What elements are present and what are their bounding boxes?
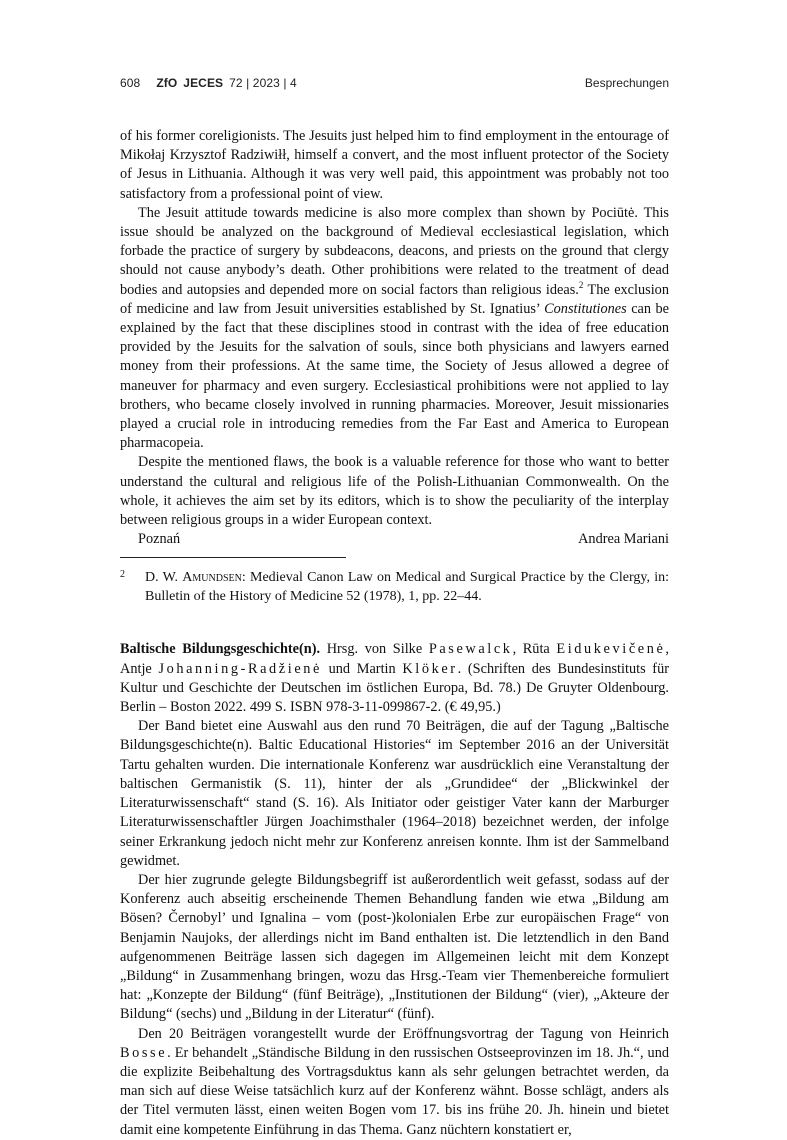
review2-intro-e: . (Schriften des Bundesinstituts für Kultur und Geschichte der Deutschen im östlichen Europa, Bd. 78.) De Gruyter Oldenbourg. Berlin – Boston 2022. 499 S. ISBN 978-3-11-099867-2. (€ 49,95.) [120, 660, 669, 716]
footnote-author-prefix: D. W. [145, 570, 183, 586]
running-head [120, 76, 669, 94]
review1-p2-text-c: can be explained by the fact that these disciplines stood in contrast with the idea of free education provided by the Jesuits for the salvation of souls, since both physicians and lawyers earned money from their professions. At the same time, the Society of Jesus allowed a degree of maneuver for pharmacy and even surgery. Ecclesiastical prohibitions were not applied to lay brothers, who became closely involved in running pharmacies. Moreover, Jesuit missionaries played a crucial role in introducing remedies from the Far East and America to European pharmacopeia. [120, 300, 670, 452]
review2-p3-text-a: Den 20 Beiträgen vorangestellt wurde der Eröffnungsvortrag der Tagung von Heinrich [138, 1025, 669, 1042]
footnote-reference[interactable]: 2 [578, 279, 584, 290]
review2-intro-c: , Antje [120, 641, 669, 677]
review1-paragraph-2 [120, 204, 669, 454]
footnote-mark: 2 [120, 569, 125, 581]
review2-editor-1: Pasewalck [428, 641, 513, 658]
review2-editor-2: Eidukevičenė [556, 641, 666, 658]
footnote-2 [120, 568, 669, 606]
review2-paragraph-3 [120, 1025, 669, 1140]
main-text [120, 127, 669, 1140]
page-number: 608 [120, 76, 141, 90]
review2-editor-3: Johanning-Radžienė [158, 660, 322, 677]
review2-author-name: Bosse [120, 1044, 168, 1061]
review2-header [120, 640, 669, 717]
footnote-text [145, 568, 669, 606]
review2-title: Baltische Bildungsgeschichte(n). [120, 641, 321, 658]
journal-name: ZfO [156, 76, 178, 90]
review2-editor-4: Klöker [402, 660, 458, 677]
review2-intro-a: Hrsg. von Silke [320, 641, 429, 658]
review1-place: Poznań [138, 531, 181, 548]
footnote-author: Amundsen [182, 570, 242, 586]
review2-intro-d: und Martin [321, 660, 403, 677]
section-title: Besprechungen [584, 76, 669, 90]
issue-info: 72 | 2023 | 4 [229, 76, 297, 90]
review1-paragraph-1: of his former coreligionists. The Jesuits just helped him to find employment in the entourage of Mikołaj Krzysztof Radziwiłł, himself a convert, and the most influent protector of the Society of Jesus in Lithuania. Although it was very well paid, this appointment was probably not too satisfactory from a professional point of view. [120, 128, 669, 202]
review1-reviewer: Andrea Mariani [578, 531, 669, 548]
footnote-separator [120, 557, 346, 558]
review1-p2-text-b: The exclusion of medicine and law from Jesuit universities established by St. Ignatius’ [120, 281, 669, 317]
journal-subtitle: JECES [183, 76, 224, 90]
review2-paragraph-1: Der Band bietet eine Auswahl aus den rund 70 Beiträgen, die auf der Tagung „Baltische Bildungsgeschichte(n). Baltic Educational Histories“ im September 2016 an der Universität Tartu gehalten wurden. Die internationale Konferenz war ausdrücklich eine Veranstaltung der baltischen Germanistik (S. 11), hinter der als „Grundidee“ der „Blickwinkel der Literaturwissenschaft“ stand (S. 16). Als Initiator oder geistiger Vater kann der Marburger Literaturwissenschaftler Jürgen Joachimsthaler (1964–2018) bezeichnet werden, der infolge seiner Erkrankung jedoch nicht mehr zur Konferenz anreisen konnte. Ihm ist der Sammelband gewidmet. [120, 718, 669, 869]
review2-paragraph-2: Der hier zugrunde gelegte Bildungsbegriff ist außerordentlich weit gefasst, sodass auf der Konferenz auch abseitig erscheinende Themen Behandlung fanden wie etwa „Bildung am Bösen? Černobyl’ und Ignalina – vom (post-)kolonialen Erbe zur europäischen Frage“ von Benjamin Naujoks, der allerdings nicht im Band enthalten ist. Die letztendlich in den Band aufgenommenen Beiträge lassen sich dagegen im Allgemeinen leicht mit dem Konzept „Bildung“ in Zusammenhang bringen, wozu das Hrsg.-Team vier Themenbereiche formuliert hat: „Konzepte der Bildung“ (fünf Beiträge), „Institutionen der Bildung“ (vier), „Akteure der Bildung“ (sechs) und „Bildung in der Literatur“ (fünf). [120, 871, 669, 1023]
running-head-left [120, 76, 297, 90]
review1-p2-text-a: The Jesuit attitude towards medicine is also more complex than shown by Pociūtė. This issue should be analyzed on the background of Medieval ecclesiastical legislation, which forbade the practice of surgery by subdeacons, deacons, and priests on the ground that clergy should not cause anybody’s death. Other prohibitions were related to the treatment of dead bodies and autopsies and depended more on social factors than religious ideas. [120, 204, 669, 298]
review1-signature [120, 530, 669, 549]
review2-p3-text-b: . Er behandelt „Ständische Bildung in den russischen Ostseeprovinzen im 18. Jh.“, und die explizite Beibehaltung des Vortragsduktus kann als sehr gelungen betrachtet werden, da man sich auf diese Weise tatsächlich kurz auf der Konferenz wähnt. Bosse schlägt, anders als der Titel vermuten lässt, einen weiten Bogen vom 17. bis ins frühe 20. Jh. hinein und bietet damit eine kompetente Einführung in das Thema. Ganz nüchtern konstatiert er, [120, 1044, 669, 1138]
review2-intro-b: , Rūta [512, 641, 557, 658]
review1-p2-italic-title: Constitutiones [544, 300, 627, 317]
review-spacer [120, 606, 669, 640]
footnote-citation: : Medieval Canon Law on Medical and Surgical Practice by the Clergy, in: Bulletin of the History of Medicine 52 (1978), 1, pp. 22–44. [145, 570, 669, 605]
review1-paragraph-3: Despite the mentioned flaws, the book is a valuable reference for those who want to better understand the cultural and religious life of the Polish-Lithuanian Commonwealth. On the whole, it achieves the aim set by its editors, which is to show the peculiarity of the interplay between religious groups in a wider European context. [120, 454, 669, 529]
